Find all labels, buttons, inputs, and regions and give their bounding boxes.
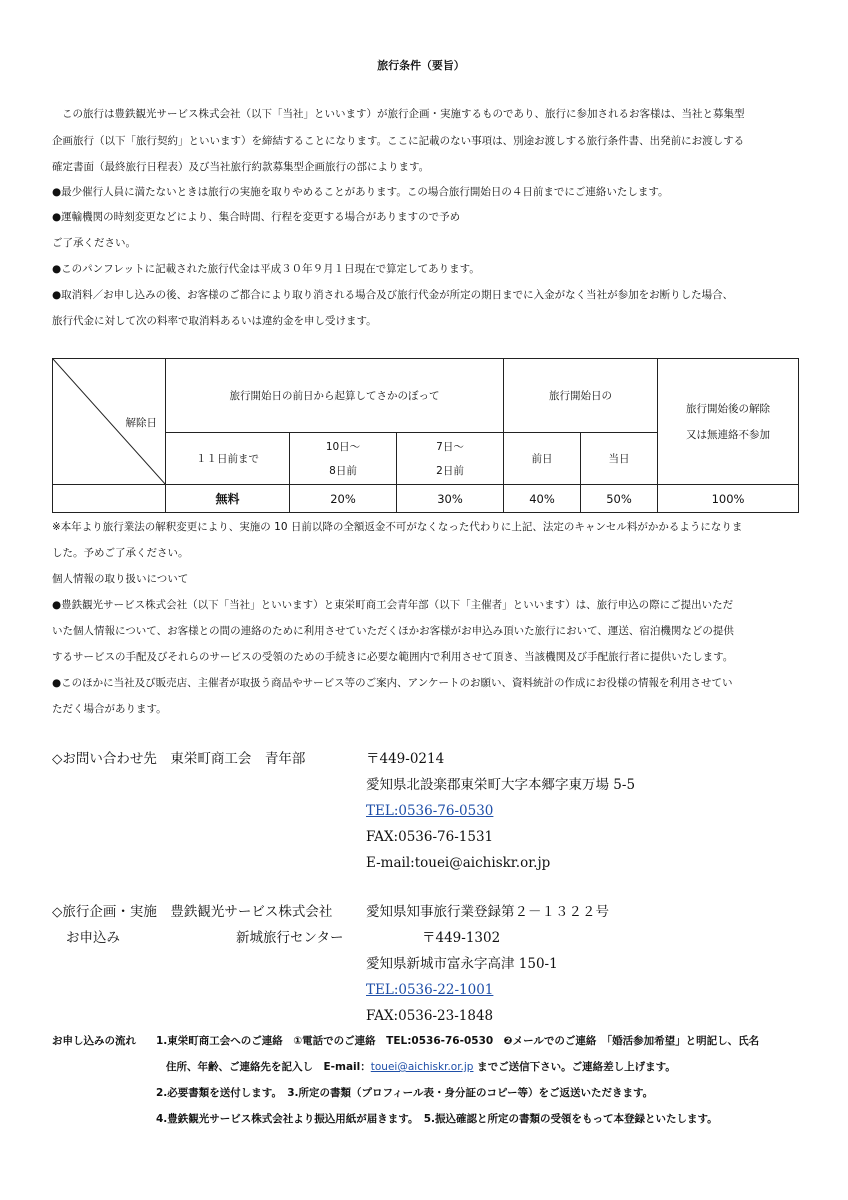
note-line: いた個人情報について、お客様との間の連絡のために利用させていただくほかお客様がお申込み頂いた旅行において、運送、宿泊機関などの提供	[52, 625, 734, 637]
note-line: ●豊鉄観光サービス株式会社（以下「当社」といいます）と東栄町商工会青年部（以下「主催者」といいます）は、旅行申込の際にご提出いただ	[52, 599, 734, 611]
flow-step-text: 住所、年齢、ご連絡先を記入し E-mail：	[166, 1061, 371, 1073]
col-same-day: 当日	[581, 433, 658, 485]
bullet-line: ご了承ください。	[52, 237, 136, 249]
rate-cell: 20%	[290, 485, 397, 513]
cancellation-fee-table	[52, 358, 799, 513]
note-line: した。予めご了承ください。	[52, 547, 189, 559]
intro-line: 確定書面（最終旅行日程表）及び当社旅行約款募集型企画旅行の部によります。	[52, 161, 430, 173]
rate-cell: 無料	[166, 485, 290, 513]
rate-cell: 50%	[581, 485, 658, 513]
table-row	[53, 485, 799, 513]
col-line: 2日前	[436, 464, 464, 477]
agency-registration: 愛知県知事旅行業登録第２－１３２２号	[366, 904, 609, 920]
header-after-line: 又は無連絡不参加	[686, 428, 771, 441]
bullet-line: ●運輸機関の時刻変更などにより、集合時間、行程を変更する場合がありますので予め	[52, 211, 461, 223]
header-after-start	[658, 359, 799, 485]
contact-heading: ◇お問い合わせ先 東栄町商工会 青年部	[52, 751, 306, 767]
flow-step: 4.豊鉄観光サービス株式会社より振込用紙が届きます。 5.振込確認と所定の書類の受領をもって本登録といたします。	[156, 1113, 718, 1125]
header-before-start: 旅行開始日の前日から起算してさかのぼって	[166, 359, 504, 433]
header-start-day: 旅行開始日の	[504, 359, 658, 433]
agency-apply-label: お申込み	[66, 930, 120, 946]
page-title: 旅行条件（要旨）	[377, 59, 465, 72]
agency-postal: 〒449-1302	[422, 930, 501, 946]
col-11-days: １１日前まで	[166, 433, 290, 485]
rate-cell: 30%	[397, 485, 504, 513]
agency-fax: FAX:0536-23-1848	[366, 1008, 494, 1024]
note-line: ●このほかに当社及び販売店、主催者が取扱う商品やサービス等のご案内、アンケートのお願い、資料統計の作成にお役様の情報を利用させてい	[52, 677, 733, 689]
col-previous-day: 前日	[504, 433, 581, 485]
col-line: 10日～	[325, 440, 361, 453]
bullet-line: ●取消料／お申し込みの後、お客様のご都合により取り消される場合及び旅行代金が所定の期日までに入金がなく当社が参加をお断りした場合、	[52, 289, 734, 301]
contact-postal: 〒449-0214	[366, 751, 445, 767]
contact-address: 愛知県北設楽郡東栄町大字本郷字東万場 5-5	[366, 777, 636, 793]
flow-step-text: までご送信下さい。ご連絡差し上げます。	[473, 1061, 676, 1073]
note-line: するサービスの手配及びそれらのサービスの受領のための手続きに必要な範囲内で利用させて頂き、当該機関及び手配旅行者に提供いたします。	[52, 651, 734, 663]
corner-label: 解除日	[125, 417, 157, 429]
col-10-8-days	[290, 433, 397, 485]
rate-cell: 100%	[658, 485, 799, 513]
header-after-line: 旅行開始後の解除	[686, 402, 771, 415]
bullet-line: 旅行代金に対して次の料率で取消料あるいは違約金を申し受けます。	[52, 315, 377, 327]
note-line: ※本年より旅行業法の解釈変更により、実施の 10 日前以降の全額返金不可がなくなった代わりに上記、法定のキャンセル料がかかるようになりま	[52, 521, 743, 533]
agency-address: 愛知県新城市富永字高津 150-1	[366, 956, 558, 972]
rate-cell: 40%	[504, 485, 581, 513]
contact-email: E-mail:touei@aichiskr.or.jp	[366, 855, 551, 871]
flow-step	[166, 1060, 676, 1074]
agency-tel-link[interactable]: TEL:0536-22-1001	[366, 982, 494, 998]
email-link[interactable]: touei@aichiskr.or.jp	[370, 1061, 474, 1073]
agency-heading: ◇旅行企画・実施 豊鉄観光サービス株式会社	[52, 904, 333, 920]
table-corner-cell	[53, 359, 166, 485]
flow-label: お申し込みの流れ	[52, 1035, 136, 1047]
bullet-line: ●このパンフレットに記載された旅行代金は平成３０年９月１日現在で算定してあります。	[52, 263, 480, 275]
contact-fax: FAX:0536-76-1531	[366, 829, 494, 845]
intro-line: 企画旅行（以下「旅行契約」といいます）を締結することになります。ここに記載のない事項は、別途お渡しする旅行条件書、出発前にお渡しする	[52, 135, 745, 147]
note-line: ただく場合があります。	[52, 703, 167, 715]
empty-cell	[53, 485, 166, 513]
intro-line: この旅行は豊鉄観光サービス株式会社（以下「当社」といいます）が旅行企画・実施するものであり、旅行に参加されるお客様は、当社と募集型	[62, 108, 745, 120]
col-line: 8日前	[329, 464, 357, 477]
bullet-line: ●最少催行人員に満たないときは旅行の実施を取りやめることがあります。この場合旅行開始日の４日前までにご連絡いたします。	[52, 186, 669, 198]
col-7-2-days	[397, 433, 504, 485]
agency-branch: 新城旅行センター	[236, 930, 344, 946]
contact-tel-link[interactable]: TEL:0536-76-0530	[366, 803, 494, 819]
section-heading: 個人情報の取り扱いについて	[52, 573, 189, 585]
flow-step: 1.東栄町商工会へのご連絡 ①電話でのご連絡 TEL:0536-76-0530 ❷メールでのご連絡 「婚活参加希望」と明記し、氏名	[156, 1035, 760, 1047]
flow-step: 2.必要書類を送付します。 3.所定の書類（プロフィール表・身分証のコピー等）をご返送いただきます。	[156, 1087, 654, 1099]
col-line: 7日～	[436, 440, 464, 453]
